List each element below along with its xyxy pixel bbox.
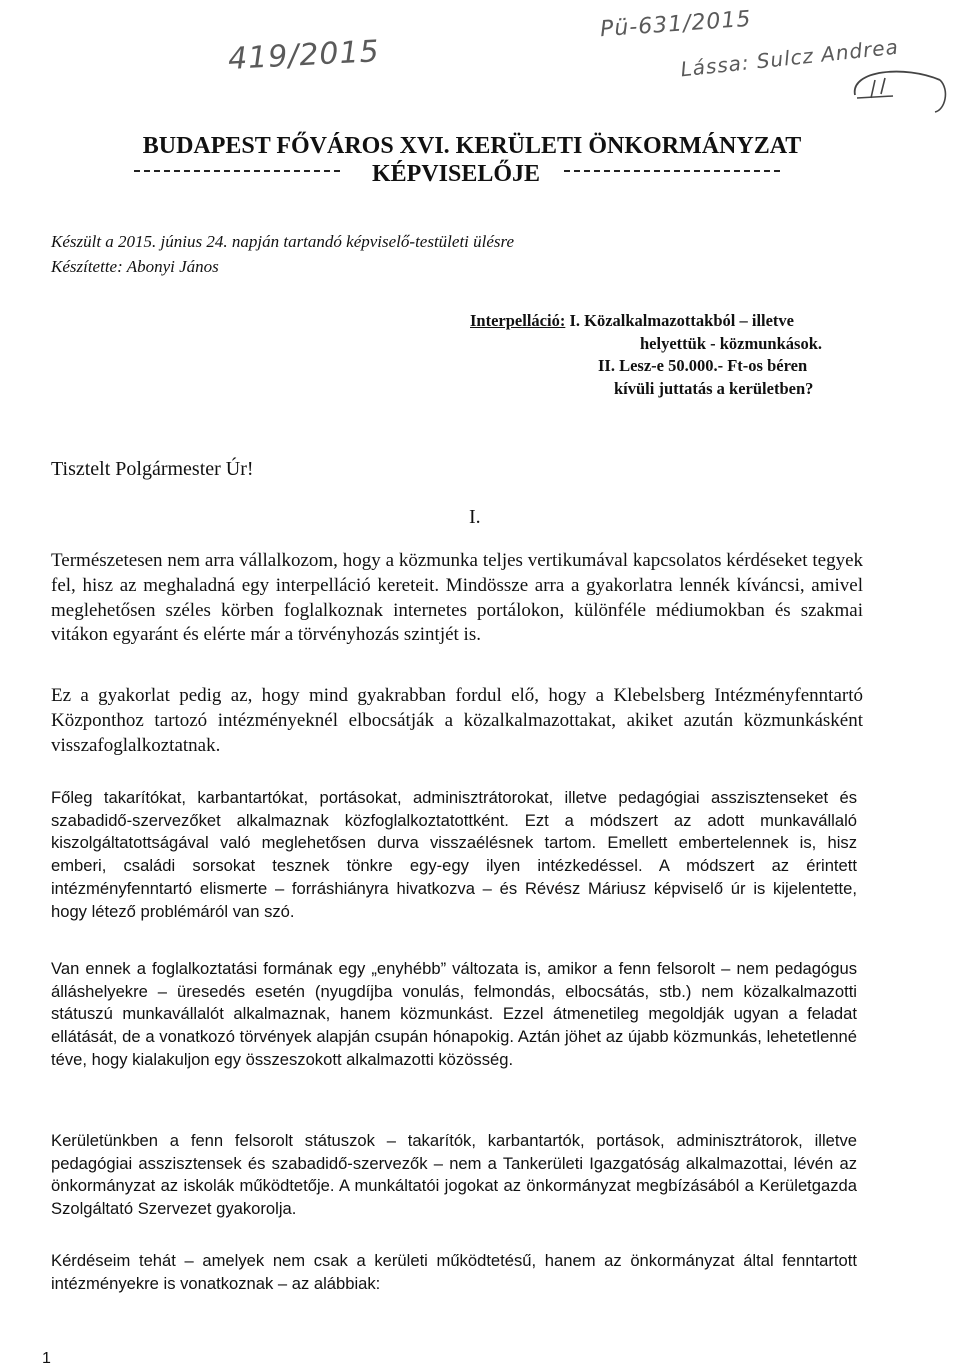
- handwritten-reference-number: Pü-631/2015: [599, 6, 753, 43]
- body-paragraph: Természetesen nem arra vállalkozom, hogy a közmunka teljes vertikumával kapcsolatos kérdéseket tegyek fel, hisz az meghaladná egy interpelláció kereteit. Mindössze arra a gyakorlatra lennék kíváncsi, amivel meglehetősen széles körben foglalkoznak internetes portálokon, különféle médiumokban és szakmai vitákon egyaránt és elérte már a törvényhozás szintjét is.: [51, 550, 863, 646]
- interpellation-block: [470, 310, 822, 400]
- prepared-by-line: Készítette: Abonyi János: [51, 257, 219, 276]
- body-paragraph: Ez a gyakorlat pedig az, hogy mind gyakrabban fordul elő, hogy a Klebelsberg Intézményfenntartó Központhoz tartozó intézményeknél elbocsátják a közalkalmazottakat, akiket azután közmunkásként visszafoglalkoztatnak.: [51, 685, 863, 756]
- page-number: 1: [42, 1350, 51, 1367]
- handwritten-initials-stamp: [845, 60, 955, 120]
- representative-line: [134, 161, 780, 191]
- dashed-rule-right: [564, 170, 780, 172]
- interpellation-line-4: kívüli juttatás a kerületben?: [614, 378, 814, 398]
- salutation: Tisztelt Polgármester Úr!: [51, 458, 254, 480]
- organization-title: BUDAPEST FŐVÁROS XVI. KERÜLETI ÖNKORMÁNYZAT: [142, 133, 802, 159]
- handwritten-signature: Lássa: Sulcz Andrea: [679, 34, 900, 82]
- body-paragraph: Kerületünkben a fenn felsorolt státuszok – takarítók, karbantartók, portások, adminisztrátorok, illetve pedagógiai asszisztensek és szabadidő-szervezők – nem a Tankerületi Igazgatóság alkalmazottai, lévén az önkormányzat az iskolák működtetője. A munkáltatói jogokat az önkormányzat megbízásából a Kerületgazda Szolgáltató Szervezet gyakorolja.: [51, 1131, 857, 1219]
- dashed-rule-left: [134, 170, 340, 172]
- body-paragraph: Van ennek a foglalkoztatási formának egy „enyhébb” változata is, amikor a fenn felsorolt – nem pedagógus álláshelyekre – üresedés esetén (nyugdíjba vonulás, felmondás, elbocsátás, stb.) nem közalkalmazotti státuszú munkavállalót alkalmaznak, hanem közmunkást. Ezzel átmenetileg megoldják ugyan a feladat ellátását, de a vonatkozó törvények alapján csupán hónapokig. Aztán jöhet az újabb közmunkás, lehetetlenné téve, hogy kialakuljon egy összeszokott alkalmazotti közösség.: [51, 959, 857, 1069]
- interpellation-line-1: I. Közalkalmazottakból – illetve: [569, 311, 795, 330]
- prepared-for-line: Készült a 2015. június 24. napján tartandó képviselő-testületi ülésre: [51, 232, 515, 251]
- body-paragraph: Kérdéseim tehát – amelyek nem csak a kerületi működtetésű, hanem az önkormányzat által fenntartott intézményekre is vonatkoznak – az alábbiak:: [51, 1251, 857, 1293]
- interpellation-label: Interpelláció:: [470, 311, 566, 330]
- interpellation-line-2: helyettük - közmunkások.: [640, 333, 822, 353]
- section-number: I.: [469, 506, 481, 528]
- body-paragraph: Főleg takarítókat, karbantartókat, portásokat, adminisztrátorokat, illetve pedagógiai asszisztenseket és szabadidő-szervezőket alkalmaznak közfoglalkoztatottként. Ezt a módszert az adott munkavállaló kiszolgáltatottságával való meglehetősen durva visszaélésnek tartom. Emellett embertelennek is, hisz emberi, családi sorsokat tesznek tönkre egy-egy ilyen intézkedéssel. A módszert az érintett intézményfenntartó elismerte – forráshiányra hivatkozva – és Révész Máriusz képviselő úr is kijelentette, hogy létező problémáról van szó.: [51, 788, 857, 921]
- representative-title: KÉPVISELŐJE: [372, 161, 541, 187]
- handwritten-registration-number: 419/2015: [227, 34, 381, 77]
- interpellation-line-3: II. Lesz-e 50.000.- Ft-os béren: [598, 356, 808, 375]
